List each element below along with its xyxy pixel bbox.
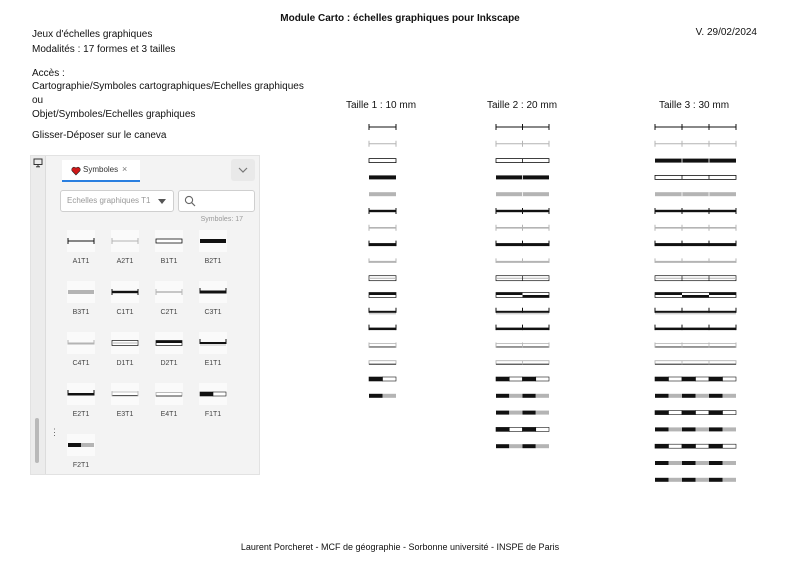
size-1-scale-bar-E2[interactable]: [369, 325, 396, 331]
size-1-column: [369, 124, 396, 398]
column-title-size-2: Taille 2 : 20 mm: [487, 100, 558, 111]
size-2-scale-bar-E1[interactable]: [496, 308, 549, 314]
size-2-scale-bar-A2[interactable]: [496, 141, 549, 147]
size-2-scale-bar-F2[interactable]: [496, 444, 549, 448]
symbol-label: E2T1: [72, 411, 90, 418]
intro-line-1: Jeux d'échelles graphiques: [32, 29, 153, 40]
size-3-scale-bar-C2[interactable]: [655, 225, 736, 231]
size-3-scale-bar-F1[interactable]: [655, 377, 736, 381]
size-2-scale-bar-F2[interactable]: [496, 411, 549, 415]
size-1-scale-bar-B2[interactable]: [369, 175, 396, 179]
size-1-scale-bar-E4[interactable]: [369, 361, 396, 365]
size-1-scale-bar-E3[interactable]: [369, 342, 396, 347]
size-3-scale-bar-A2[interactable]: [655, 141, 736, 147]
size-3-scale-bar-C4[interactable]: [655, 258, 736, 263]
tab-close-icon[interactable]: ×: [122, 164, 128, 174]
size-3-column: [655, 124, 736, 482]
size-3-scale-bar-E3[interactable]: [655, 342, 736, 347]
access-label: Accès :: [32, 68, 65, 79]
size-3-scale-bar-E2[interactable]: [655, 325, 736, 331]
column-title-size-3: Taille 3 : 30 mm: [659, 100, 730, 111]
symbol-label: D2T1: [160, 360, 178, 367]
size-3-scale-bar-F2[interactable]: [655, 394, 736, 398]
version-label: V. 29/02/2024: [695, 27, 757, 38]
size-1-scale-bar-C3[interactable]: [369, 241, 396, 247]
size-3-scale-bar-F2[interactable]: [655, 461, 736, 465]
page-title: Module Carto : échelles graphiques pour Inkscape: [280, 13, 520, 24]
symbol-set-value: Echelles graphiques T1: [67, 196, 151, 205]
size-1-scale-bar-A1[interactable]: [369, 124, 396, 130]
tab-symbols-label: Symboles: [83, 165, 119, 174]
size-3-scale-bar-F1[interactable]: [655, 444, 736, 448]
symbol-count: Symboles: 17: [200, 216, 243, 223]
size-2-scale-bar-C1[interactable]: [496, 208, 549, 214]
symbol-label: E3T1: [116, 411, 134, 418]
size-3-scale-bar-C1[interactable]: [655, 208, 736, 214]
size-1-scale-bar-F2[interactable]: [369, 394, 396, 398]
size-2-scale-bar-C3[interactable]: [496, 241, 549, 247]
symbol-label: A1T1: [72, 258, 90, 265]
size-1-scale-bar-C1[interactable]: [369, 208, 396, 214]
size-2-scale-bar-D1[interactable]: [496, 276, 549, 281]
size-2-scale-bar-E4[interactable]: [496, 361, 549, 365]
size-3-scale-bar-D1[interactable]: [655, 276, 736, 281]
size-1-scale-bar-A2[interactable]: [369, 141, 396, 147]
symbol-label: A2T1: [116, 258, 134, 265]
size-1-scale-bar-B1[interactable]: [369, 159, 396, 163]
column-title-size-1: Taille 1 : 10 mm: [346, 100, 417, 111]
size-3-scale-bar-E1[interactable]: [655, 308, 736, 314]
symbol-label: B3T1: [72, 309, 90, 316]
size-1-scale-bar-D2[interactable]: [369, 293, 396, 298]
size-2-scale-bar-B2[interactable]: [496, 175, 549, 179]
size-2-scale-bar-C2[interactable]: [496, 225, 549, 231]
symbol-label: C2T1: [160, 309, 178, 316]
size-2-scale-bar-F1[interactable]: [496, 427, 549, 431]
size-1-scale-bar-E1[interactable]: [369, 308, 396, 314]
size-2-scale-bar-B1[interactable]: [496, 159, 549, 163]
symbol-label: F2T1: [72, 462, 90, 469]
panel-handle-dots[interactable]: ⋮: [50, 427, 59, 437]
symbol-label: B2T1: [204, 258, 222, 265]
drag-hint: Glisser-Déposer sur le caneva: [32, 130, 167, 141]
symbol-label: C4T1: [72, 360, 90, 367]
size-3-scale-bar-F1[interactable]: [655, 411, 736, 415]
size-2-scale-bar-E2[interactable]: [496, 325, 549, 331]
symbol-label: F1T1: [204, 411, 222, 418]
size-2-scale-bar-F1[interactable]: [496, 377, 549, 381]
size-2-scale-bar-D2[interactable]: [496, 293, 549, 298]
size-3-scale-bar-B1[interactable]: [655, 175, 736, 179]
size-1-scale-bar-B3[interactable]: [369, 192, 396, 196]
size-3-scale-bar-C3[interactable]: [655, 241, 736, 247]
size-1-scale-bar-C2[interactable]: [369, 225, 396, 231]
size-2-scale-bar-B3[interactable]: [496, 192, 549, 196]
size-3-scale-bar-A1[interactable]: [655, 124, 736, 130]
size-1-scale-bar-C4[interactable]: [369, 258, 396, 263]
symbol-label: C3T1: [204, 309, 222, 316]
access-path-1: Cartographie/Symboles cartographiques/Echelles graphiques: [32, 81, 304, 92]
footer-credit: Laurent Porcheret - MCF de géographie - Sorbonne université - INSPE de Paris: [240, 542, 560, 552]
size-2-scale-bar-A1[interactable]: [496, 124, 549, 130]
access-or: ou: [32, 95, 44, 106]
size-2-scale-bar-E3[interactable]: [496, 342, 549, 347]
size-3-scale-bar-B2[interactable]: [655, 159, 736, 163]
access-path-2: Objet/Symboles/Echelles graphiques: [32, 109, 196, 120]
size-2-scale-bar-C4[interactable]: [496, 258, 549, 263]
symbol-label: C1T1: [116, 309, 134, 316]
symbol-label: E1T1: [204, 360, 222, 367]
size-3-scale-bar-D2[interactable]: [655, 293, 736, 298]
size-3-scale-bar-B3[interactable]: [655, 192, 736, 196]
symbol-label: D1T1: [116, 360, 134, 367]
symbol-label: B1T1: [160, 258, 178, 265]
size-1-scale-bar-F1[interactable]: [369, 377, 396, 381]
size-1-scale-bar-D1[interactable]: [369, 276, 396, 281]
symbol-label: E4T1: [160, 411, 178, 418]
size-3-scale-bar-E4[interactable]: [655, 361, 736, 365]
size-3-scale-bar-F2[interactable]: [655, 427, 736, 431]
size-2-scale-bar-F2[interactable]: [496, 394, 549, 398]
size-2-column: [496, 124, 549, 448]
intro-line-2: Modalités : 17 formes et 3 tailles: [32, 44, 176, 55]
size-3-scale-bar-F2[interactable]: [655, 478, 736, 482]
